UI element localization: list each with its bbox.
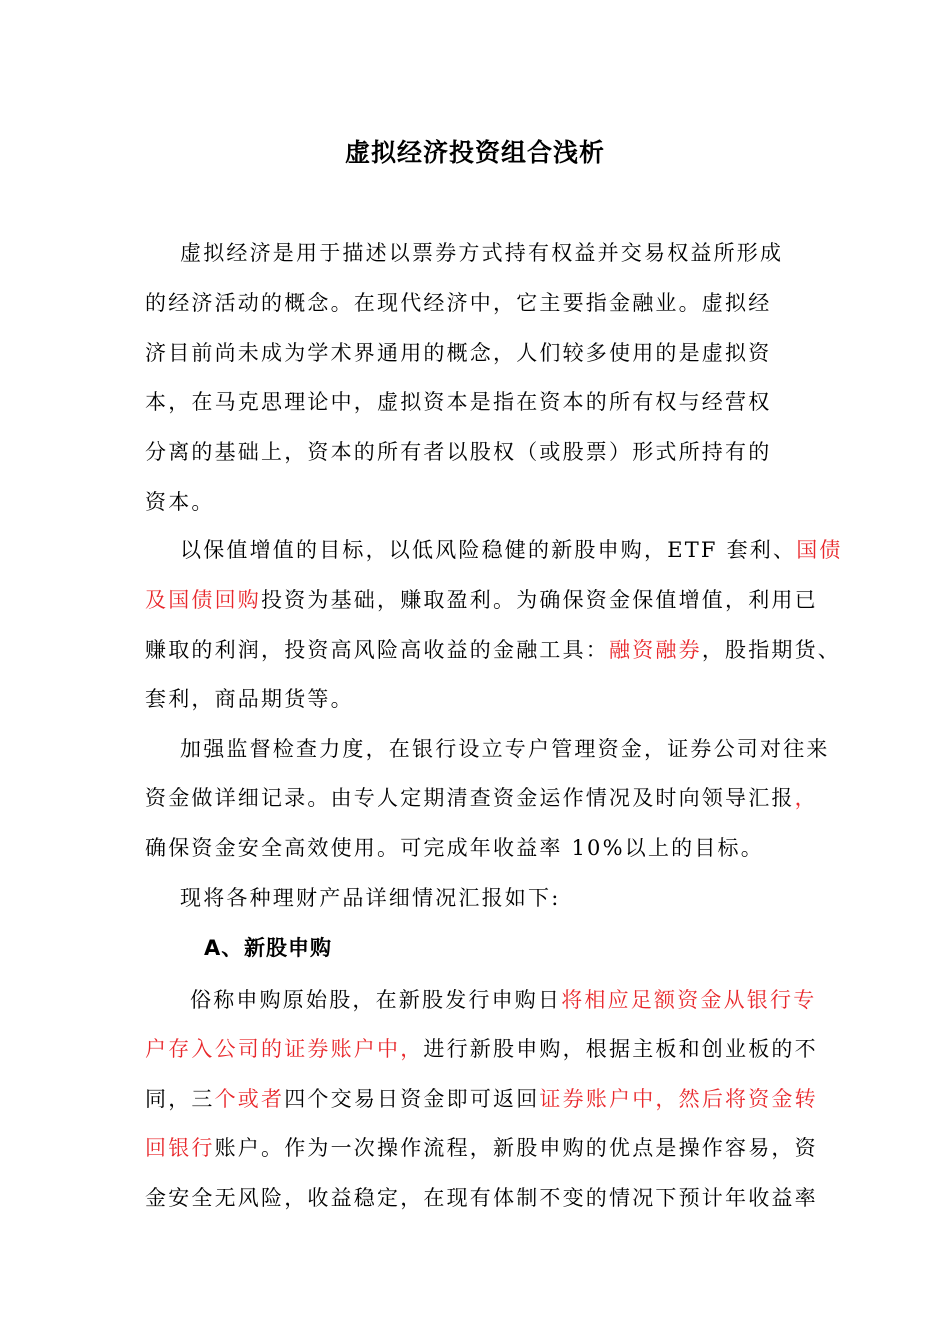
p3-line-1: 加强监督检查力度，在银行设立专户管理资金，证券公司对往来 [180,737,830,761]
p2-line-3 [145,635,842,665]
p1-line-1: 虚拟经济是用于描述以票券方式持有权益并交易权益所形成 [180,241,784,265]
p5-line-1 [190,985,860,1015]
p2-highlight: 及国债回购 [145,588,261,612]
p5-text: 进行新股申购，根据主板和创业板的不 [423,1037,818,1061]
document-title: 虚拟经济投资组合浅析 [344,138,605,167]
p5-highlight: 户存入公司的证券账户中， [145,1037,424,1061]
section-a-heading [204,932,332,962]
p2-highlight: 国债 [796,538,843,562]
p2-line-2 [145,585,818,615]
p5-text: 俗称申购原始股，在新股发行申购日 [190,988,562,1012]
p5-highlight: 回银行 [145,1136,215,1160]
p4-line-1: 现将各种理财产品详细情况汇报如下: [180,886,561,910]
p5-highlight: 个或者 [214,1087,285,1111]
p5-text: 四个交易日资金即可返回 [284,1087,540,1111]
p1-line-4: 本，在马克思理论中，虚拟资本是指在资本的所有权与经营权 [145,390,772,414]
p2-line-4: 套利，商品期货等。 [145,687,354,711]
p5-text: 账户。作为一次操作流程，新股申购的优点是操作容易，资 [214,1136,818,1160]
p2-highlight: 融资融券 [609,638,702,662]
p2-line-1 [180,535,850,565]
p5-line-4 [145,1133,818,1163]
p1-line-2: 的经济活动的概念。在现代经济中，它主要指金融业。虚拟经 [145,291,772,315]
p3-text: 资金做详细记录。由专人定期清查资金运作情况及时向领导汇报 [145,786,795,810]
p5-line-2 [145,1034,818,1064]
p1-line-3: 济目前尚未成为学术界通用的概念，人们较多使用的是虚拟资 [145,341,772,365]
p2-text: 赚取的利润，投资高风险高收益的金融工具： [145,638,609,662]
p2-text: 投资为基础，赚取盈利。为确保资金保值增值，利用已 [261,588,818,612]
p5-highlight: 将相应足额资金从银行专 [561,988,817,1012]
section-a-number: A、 [204,936,244,960]
p1-line-5: 分离的基础上，资本的所有者以股权（或股票）形式所持有的 [145,440,772,464]
p5-text: 同，三 [145,1087,215,1111]
p5-line-5: 金安全无风险，收益稳定，在现有体制不变的情况下预计年收益率 [145,1186,818,1210]
p5-highlight: 证券账户中，然后将资金转 [539,1087,818,1111]
p3-line-2 [145,783,818,813]
p3-line-3: 确保资金安全高效使用。可完成年收益率 10%以上的目标。 [145,836,764,860]
section-a-title: 新股申购 [244,936,332,960]
p1-line-6: 资本。 [145,490,215,514]
p2-text: 以保值增值的目标，以低风险稳健的新股申购，ETF 套利、 [180,538,797,562]
p2-text: ，股指期货、 [701,638,842,662]
p3-highlight: ， [794,786,818,810]
p5-line-3 [145,1084,818,1114]
